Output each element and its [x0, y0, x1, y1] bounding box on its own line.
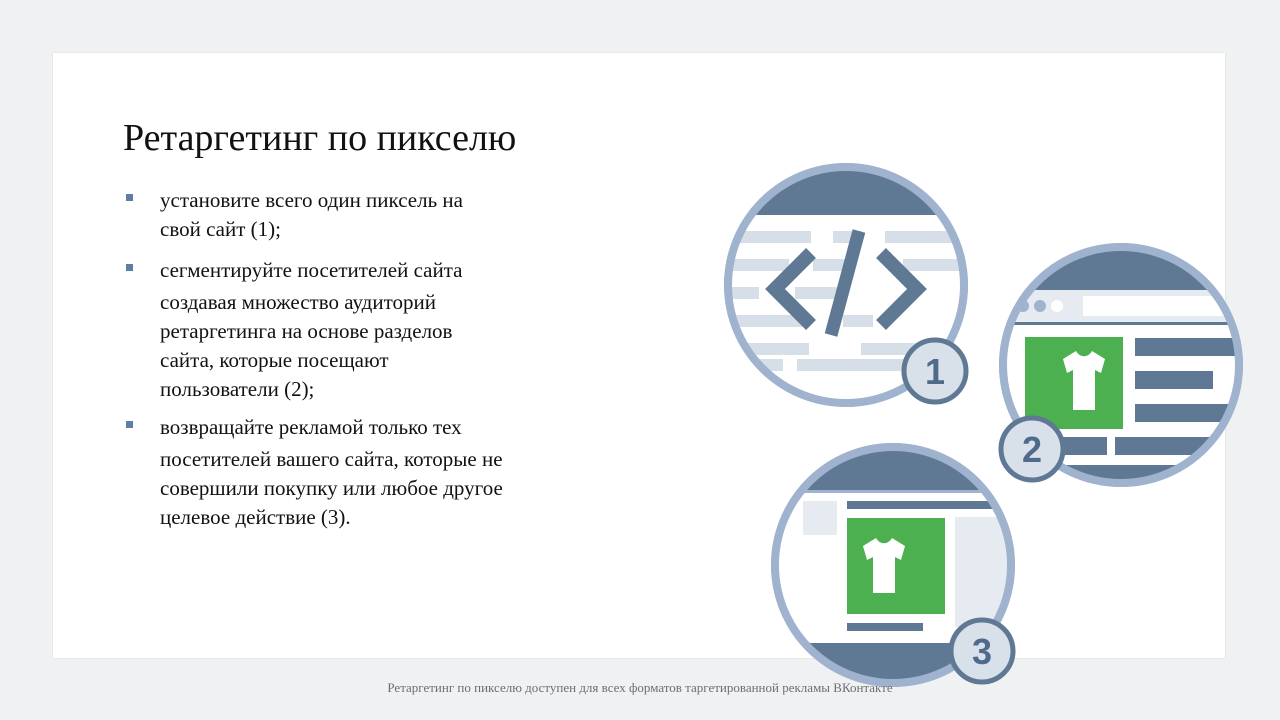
- slide: [53, 53, 1225, 672]
- bullet-text: [160, 413, 503, 532]
- bullet-line: посетителей вашего сайта, которые не: [160, 447, 503, 471]
- badge-1: [904, 340, 966, 402]
- bullet-marker: [126, 421, 133, 428]
- badge-2-label: 2: [1021, 429, 1043, 470]
- badge-1-label: 1: [924, 351, 946, 392]
- bullet-line: сегментируйте посетителей сайта: [160, 258, 463, 282]
- badge-2: [1001, 418, 1063, 480]
- bullet-line: сайта, которые посещают: [160, 348, 389, 372]
- bullet-line: совершили покупку или любое другое: [160, 476, 503, 500]
- bullet-line: свой сайт (1);: [160, 217, 281, 241]
- bullet-line: возвращайте рекламой только тех: [160, 415, 462, 439]
- bullet-line: целевое действие (3).: [160, 505, 351, 529]
- footer-note: Ретаргетинг по пикселю доступен для всех форматов таргетированной рекламы ВКонтакте: [387, 680, 893, 695]
- bullet-line: создавая множество аудиторий: [160, 290, 436, 314]
- slide-title: Ретаргетинг по пикселю: [123, 117, 517, 159]
- bullet-text: [160, 256, 462, 404]
- badge-3-label: 3: [971, 631, 993, 672]
- bullet-line: пользователи (2);: [160, 377, 315, 401]
- badge-3: [951, 620, 1013, 682]
- retargeting-illustration: [670, 105, 1214, 672]
- bullet-line: ретаргетинга на основе разделов: [160, 319, 453, 343]
- bullet-marker: [126, 264, 133, 271]
- bullet-text: [160, 186, 463, 244]
- bullet-line: установите всего один пиксель на: [160, 188, 463, 212]
- bullet-marker: [126, 194, 133, 201]
